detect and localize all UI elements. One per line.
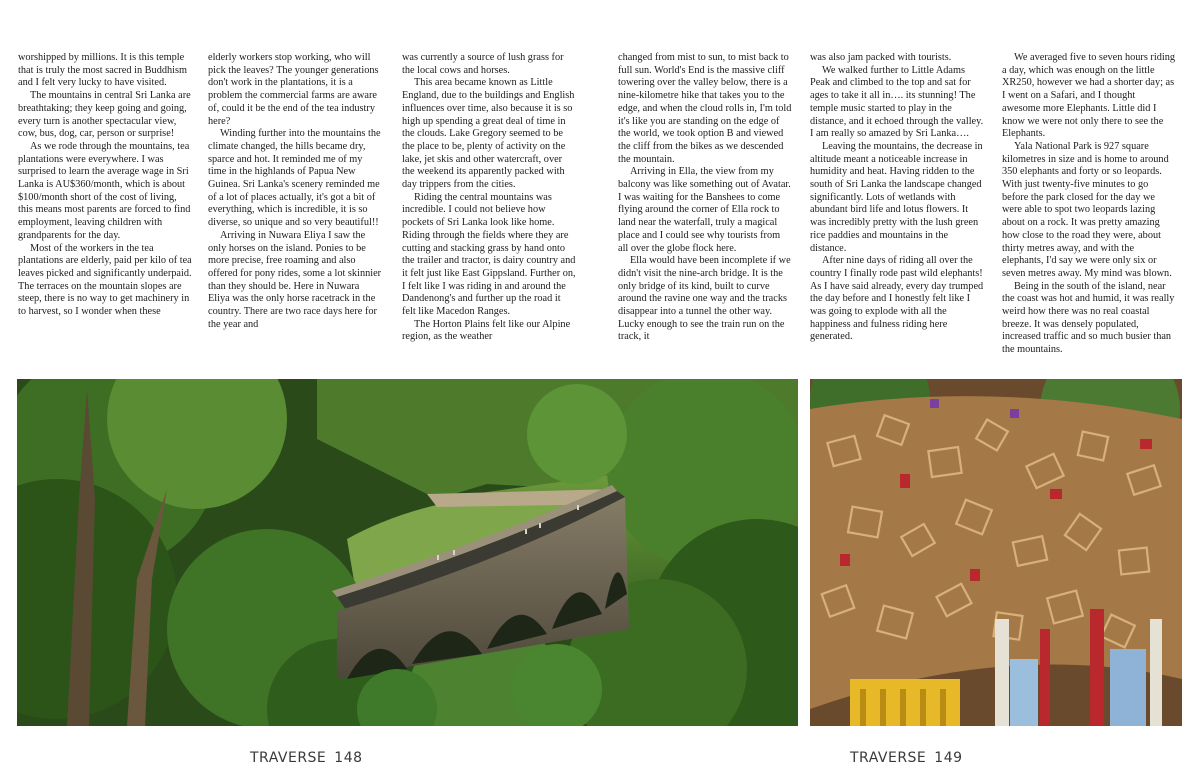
paragraph: was currently a source of lush grass for the local cows and horses. — [402, 52, 564, 76]
paragraph: Arriving in Nuwara Eliya I saw the only horses on the island. Ponies to be more precise, free roaming and also offered for pony rides, some a lot skinnier than they should be. Here in Nuwara Eliya was the only horse racetrack in the country. There are two race days here for the year and — [208, 229, 382, 330]
page-number: 148 — [334, 750, 363, 766]
paragraph: was also jam packed with tourists. — [810, 52, 952, 63]
paragraph: This area became known as Little England, due to the buildings and English influences over time, also because it is so high up spending a great deal of time in the clouds. Lake Gregory seemed to be the place to be, plenty of activity on the lake, jet skis and other watercraft, over the weekend its apparently packed with day trippers from the cities. — [402, 77, 575, 191]
magazine-name: TRAVERSE — [250, 750, 327, 766]
paragraph: The mountains in central Sri Lanka are breathtaking; they keep going and going, every turn is another spectacular view, cow, bus, dog, car, person or surprise! — [18, 90, 191, 140]
paragraph: We walked further to Little Adams Peak and climbed to the top and sat for ages to take it all in…. its stunning! The temple music started to play in the distance, and it echoed through the valley. I am really so amazed by Sri Lanka…. — [810, 64, 984, 140]
paragraph: changed from mist to sun, to mist back to full sun. World's End is the massive cliff towering over the valley below, there is a nine-kilometre hike that takes you to the edge, and when the cloud rolls in, I'm told it's like you are standing on the edge of the world, we took option B and viewed the cliff from the bikes as we descended the mountain. — [618, 52, 792, 165]
folio-left — [250, 750, 363, 766]
paragraph: Being in the south of the island, near the coast was hot and humid, it was really weird how there was no real coastal breeze. It was densely populated, increased traffic and so much busier than the mountains. — [1002, 280, 1175, 356]
paragraph: Winding further into the mountains the climate changed, the hills became dry, sparce and hot. It reminded me of my time in the highlands of Papua New Guinea. Sri Lanka's scenery reminded me of a lot of places actually, it's got a bit of everything, which is incredible, it is so diverse, so unique and so very beautiful!! — [208, 128, 381, 229]
bridge-illustration — [17, 379, 798, 726]
paragraph: As we rode through the mountains, tea plantations were everywhere. I was surprised to learn the average wage in Sri Lanka is AU$360/month, which is about $100/month short of the cost of living, this means most parents are forced to find employment, leaving children with grandparents for the day. — [18, 140, 191, 241]
article-column-4 — [618, 52, 792, 370]
shrine-illustration — [810, 379, 1182, 726]
article-column-2 — [208, 52, 382, 370]
paragraph: The Horton Plains felt like our Alpine region, as the weather — [402, 318, 571, 343]
paragraph: Yala National Park is 927 square kilometres in size and is home to around 350 elephants and forty or so leopards. With just twenty-five minutes to go before the park closed for the day we were able to spot two leopards lazing about on a rock. It was pretty amazing how close to the road they were, about thirty metres away, and with the elephants, I'd say we were only six or seven metres away. My mind was blown. — [1002, 140, 1172, 279]
paragraph: Riding the central mountains was incredible. I could not believe how pockets of Sri Lanka look like home. Riding through the fields where they are cutting and stacking grass by hand onto the trailer and tractor, is dairy country and it felt just like East Gippsland. Further on, I felt like I was riding in and around the Dandenong's and further up the road it felt like Macedon Ranges. — [402, 191, 576, 318]
folio-right — [850, 750, 963, 766]
article-column-3 — [402, 52, 576, 370]
article-column-6 — [1002, 52, 1176, 370]
nine-arch-bridge-photo — [17, 379, 798, 726]
page-number: 149 — [934, 750, 963, 766]
shrine-prayer-frames-photo — [810, 379, 1182, 726]
paragraph: We averaged five to seven hours riding a day, which was enough on the little XR250, however we had a shorter day; as I went on a Safari, and I thought awesome more Elephants. Little did I know we were not only there to see the Elephants. — [1002, 52, 1176, 140]
paragraph: Ella would have been incomplete if we didn't visit the nine-arch bridge. It is the only bridge of its kind, built to curve around the ravine one way and the tracks disappear into a tunnel the other way. Lucky enough to see the train run on the track, it — [618, 255, 791, 343]
article-column-1 — [18, 52, 192, 370]
paragraph: Most of the workers in the tea plantations are elderly, paid per kilo of tea leaves picked and significantly underpaid. The terraces on the mountain slopes are steep, there is no way to get machinery in to harvest, so I wonder when these — [18, 242, 192, 318]
magazine-name: TRAVERSE — [850, 750, 927, 766]
paragraph: Arriving in Ella, the view from my balcony was like something out of Avatar. I was waiting for the Banshees to come flying around the corner of Ella rock to land near the waterfall, truly a magical place and I could see why tourists from all over the globe flock here. — [618, 166, 791, 254]
paragraph: worshipped by millions. It is this temple that is truly the most sacred in Buddhism and I felt very lucky to have visited. — [18, 52, 188, 89]
article-column-5 — [810, 52, 984, 370]
paragraph: After nine days of riding all over the country I finally rode past wild elephants! As I have said already, every day trumped the day before and I honestly felt like I was going to explode with all the happiness and fulness riding here generated. — [810, 255, 984, 343]
paragraph: elderly workers stop working, who will pick the leaves? The younger generations don't work in the plantations, it is a problem the commercial farms are aware of, could it be the end of the tea industry here? — [208, 52, 379, 127]
paragraph: Leaving the mountains, the decrease in altitude meant a noticeable increase in humidity and heat. Having ridden to the south of Sri Lanka the landscape changed significantly. Lots of wetlands with abundant bird life and lotus flowers. It was incredibly pretty with the lush green rice paddies and mountains in the distance. — [810, 140, 983, 254]
